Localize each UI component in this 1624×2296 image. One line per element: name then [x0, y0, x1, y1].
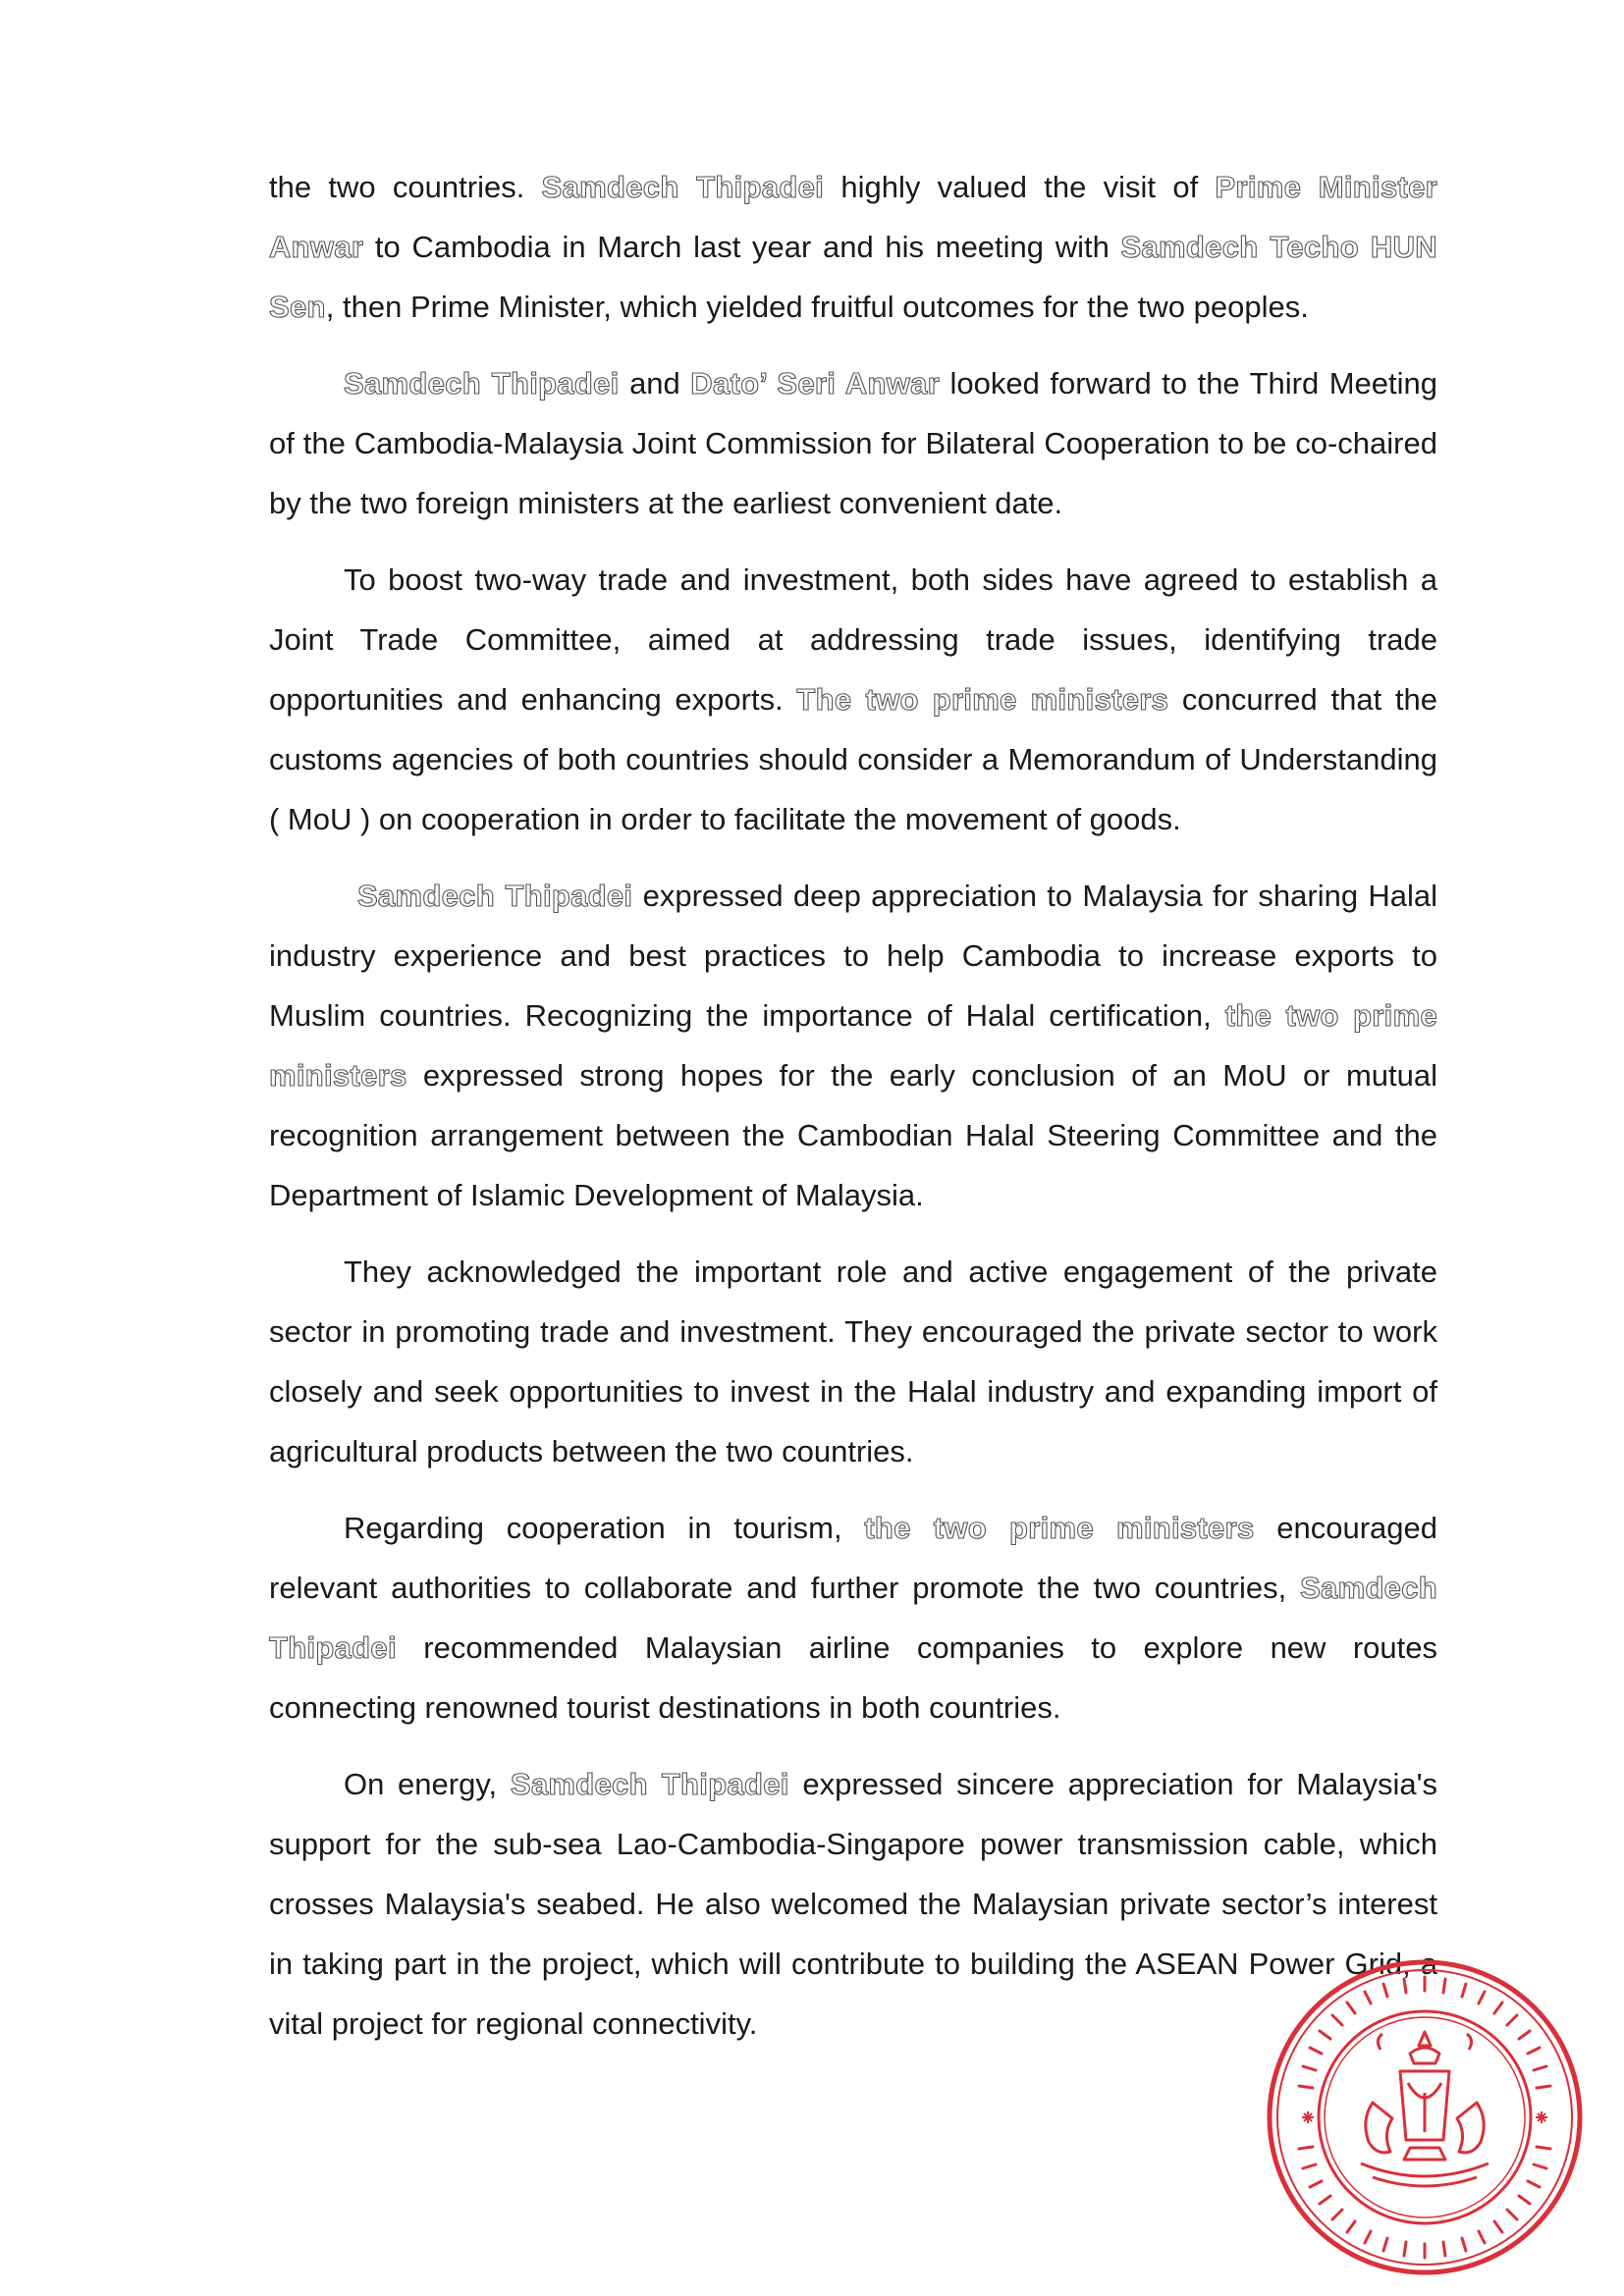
highlighted-name: Samdech Thipadei	[357, 879, 633, 913]
document-body	[269, 157, 1437, 2070]
paragraph-3	[269, 550, 1437, 849]
paragraph-6	[269, 1498, 1437, 1737]
highlighted-name: the two prime ministers	[269, 998, 1437, 1093]
highlighted-name: Samdech Thipadei	[510, 1767, 789, 1801]
paragraph-4	[269, 866, 1437, 1225]
highlighted-name: Samdech Thipadei	[541, 170, 825, 204]
text-run: encouraged relevant authorities to collaborate and further promote the two countries,	[269, 1511, 1437, 1605]
highlighted-name: Samdech Techo HUN Sen	[269, 230, 1437, 324]
paragraph-2	[269, 353, 1437, 533]
text-run: On energy,	[344, 1767, 511, 1801]
highlighted-name: Prime Minister Anwar	[269, 170, 1438, 264]
text-run: expressed deep appreciation to Malaysia for sharing Halal industry experience and best practices to help Cambodia to increase exports to Muslim countries. Recognizing the importance of Halal certification,	[269, 879, 1437, 1033]
text-run: They acknowledged the important role and active engagement of the private sector in promoting trade and investment. They encouraged the private sector to work closely and seek opportunities to invest in the Halal industry and expanding import of agricultural products between the two countries.	[269, 1255, 1437, 1468]
text-run: the two countries.	[269, 170, 542, 204]
paragraph-5	[269, 1242, 1437, 1481]
highlighted-name: Samdech Thipadei	[344, 366, 620, 400]
royal-seal-icon	[1263, 1955, 1587, 2279]
highlighted-name: Samdech Thipadei	[269, 1571, 1437, 1665]
text-run: expressed sincere appreciation for Malaysia's support for the sub-sea Lao-Cambodia-Singapore power transmission cable, which crosses Malaysia's seabed. He also welcomed the Malaysian private sector’s interest in taking part in the project, which will contribute to building the ASEAN Power Grid, a vital project for regional connectivity.	[269, 1767, 1437, 2041]
highlighted-name: The two prime ministers	[796, 682, 1169, 717]
paragraph-1	[269, 157, 1437, 337]
text-run: to Cambodia in March last year and his meeting with	[363, 230, 1121, 264]
highlighted-name: Dato’ Seri Anwar	[690, 366, 941, 400]
text-run: To boost two-way trade and investment, both sides have agreed to establish a Joint Trade Committee, aimed at addressing trade issues, identifying trade opportunities and enhancing exports.	[269, 562, 1437, 717]
text-run: highly valued the visit of	[824, 170, 1216, 204]
highlighted-name: the two prime ministers	[864, 1511, 1255, 1545]
text-run: , then Prime Minister, which yielded fruitful outcomes for the two peoples.	[325, 290, 1309, 324]
text-run: and	[619, 366, 691, 400]
text-run: expressed strong hopes for the early conclusion of an MoU or mutual recognition arrangement between the Cambodian Halal Steering Committee and the Department of Islamic Development of Malaysia.	[269, 1058, 1437, 1212]
text-run: looked forward to the Third Meeting of the Cambodia-Malaysia Joint Commission for Bilateral Cooperation to be co-chaired by the two foreign ministers at the earliest convenient date.	[269, 366, 1438, 520]
text-run: recommended Malaysian airline companies to explore new routes connecting renowned tourist destinations in both countries.	[269, 1630, 1437, 1725]
text-run: concurred that the customs agencies of both countries should consider a Memorandum of Understanding ( MoU ) on cooperation in order to facilitate the movement of goods.	[269, 682, 1437, 836]
text-run: Regarding cooperation in tourism,	[344, 1511, 865, 1545]
